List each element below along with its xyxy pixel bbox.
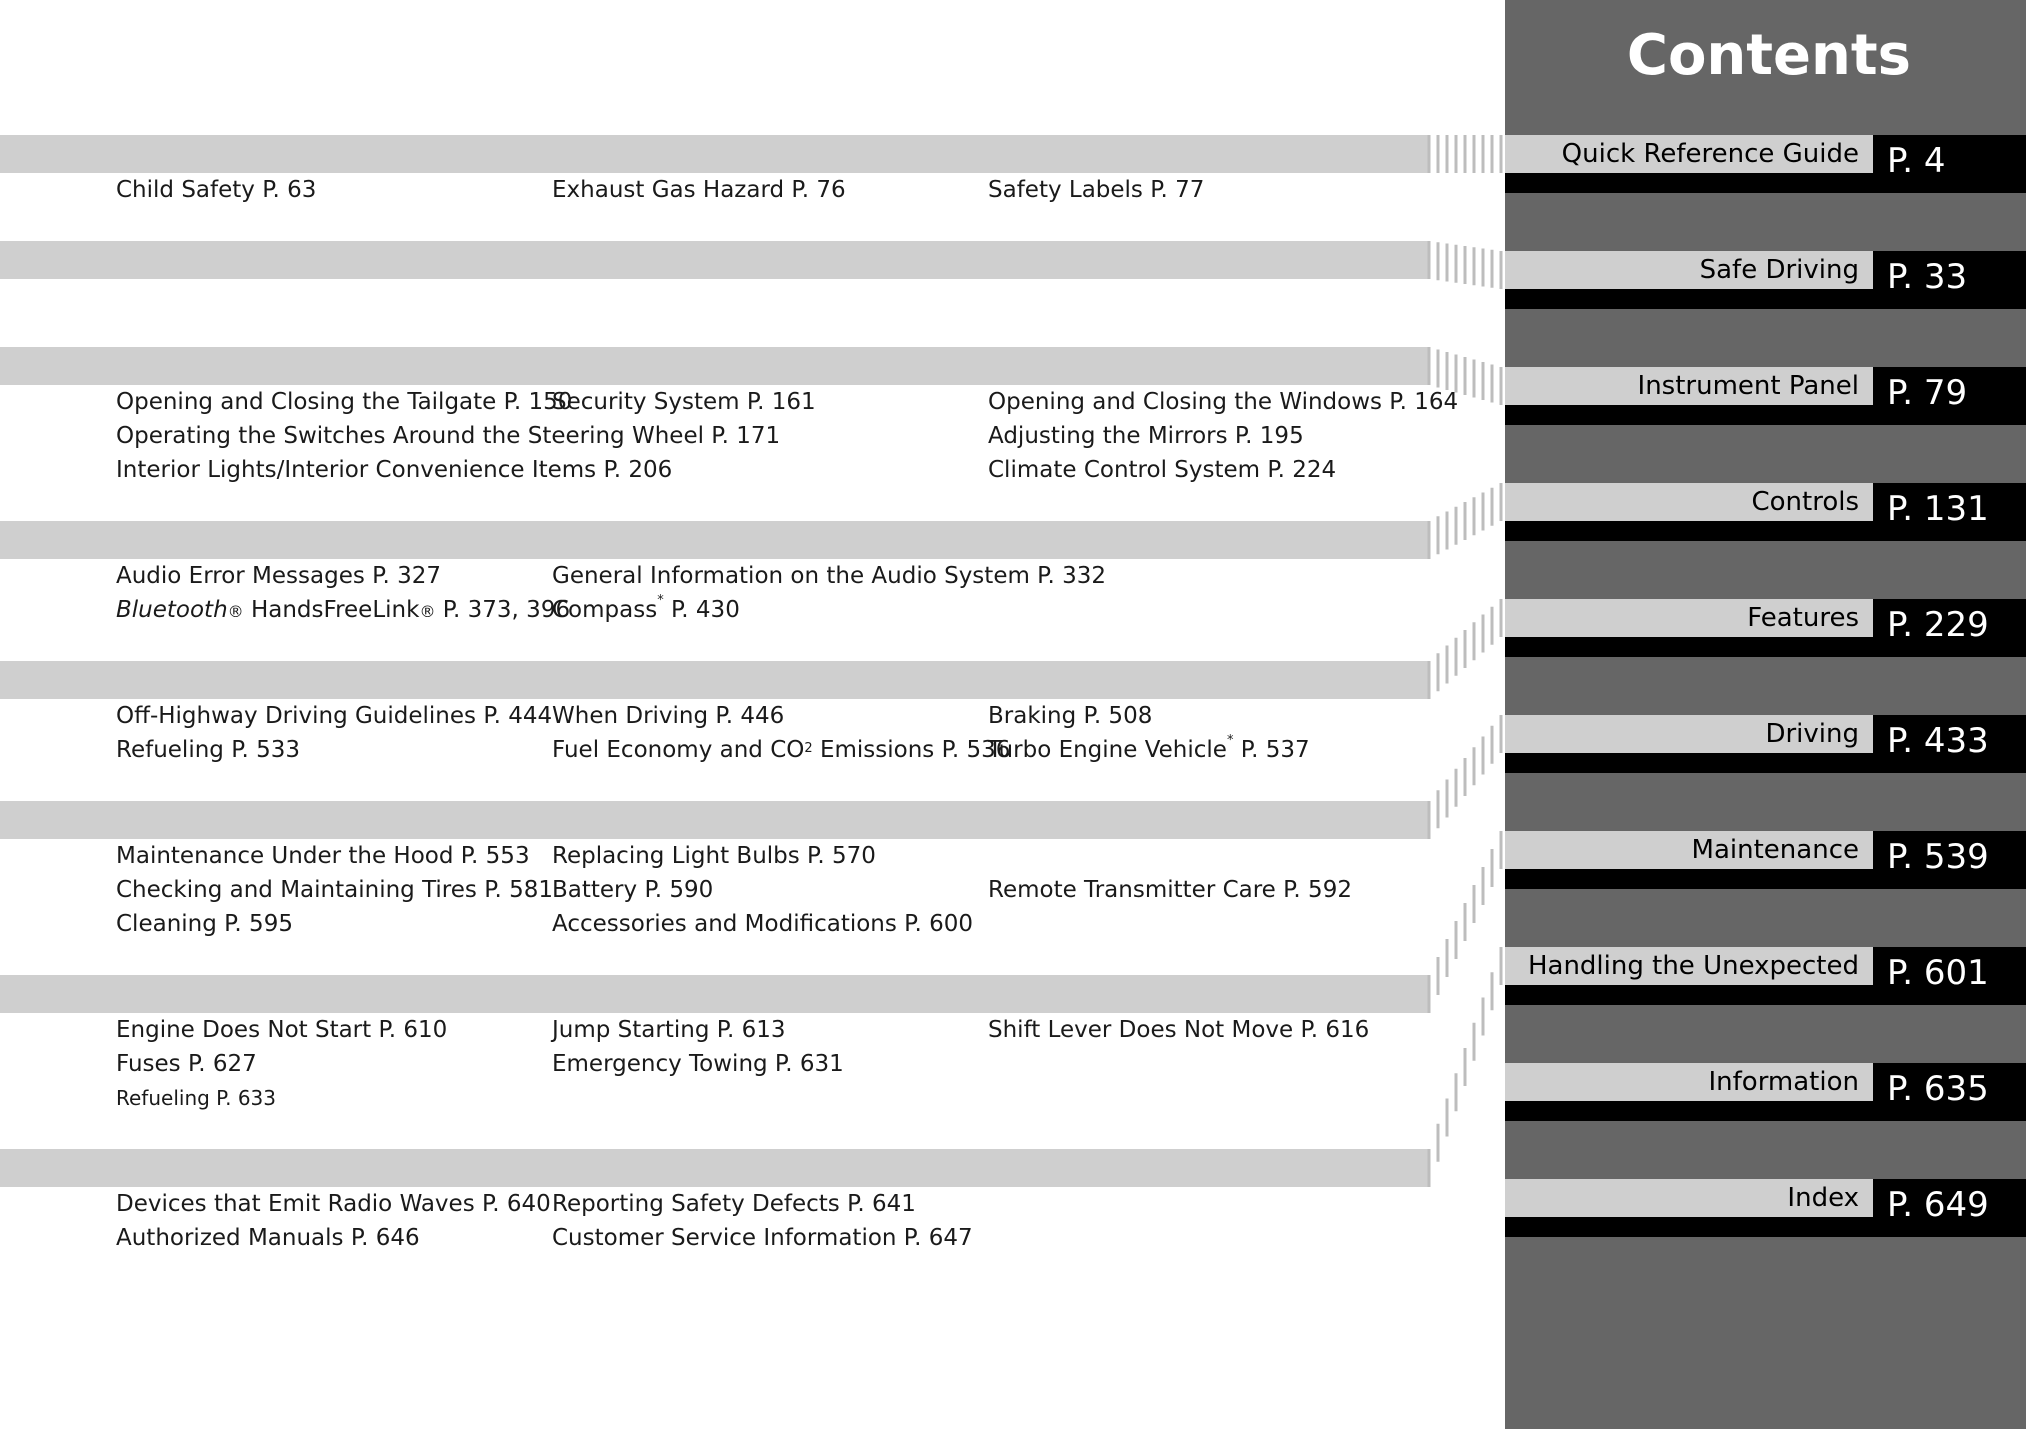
tab-underline (1505, 637, 1880, 657)
entry-link[interactable]: Cleaning P. 595 (116, 911, 293, 937)
entry-text: P. 373, 396 (435, 597, 571, 623)
entry-link[interactable]: Devices that Emit Radio Waves P. 640 (116, 1191, 551, 1217)
entry-link[interactable]: Off-Highway Driving Guidelines P. 444 (116, 703, 553, 729)
tab-underline (1505, 1217, 1880, 1237)
entry-link[interactable]: Child Safety P. 63 (116, 177, 317, 203)
entry-link[interactable]: Interior Lights/Interior Convenience Items P. 206 (116, 457, 673, 483)
asterisk-mark: * (1226, 733, 1234, 748)
section-band-handling (0, 975, 1428, 1013)
entry-link[interactable]: Maintenance Under the Hood P. 553 (116, 843, 530, 869)
tab-label-bar (1505, 947, 1873, 985)
entry-link[interactable]: Climate Control System P. 224 (988, 457, 1337, 483)
entry-link[interactable]: Shift Lever Does Not Move P. 616 (988, 1017, 1370, 1043)
registered-mark: ® (419, 602, 436, 621)
entry-link[interactable]: Reporting Safety Defects P. 641 (552, 1191, 916, 1217)
entry-text: Bluetooth (116, 597, 228, 623)
tab-label-bar (1505, 1179, 1873, 1217)
tab-label: Maintenance (1691, 835, 1859, 865)
entry-link[interactable]: Authorized Manuals P. 646 (116, 1225, 420, 1251)
entry-link[interactable]: Refueling P. 533 (116, 737, 300, 763)
page-title: Contents (1626, 23, 1911, 88)
tab-page-box (1873, 1063, 2026, 1121)
tab-label: Driving (1765, 719, 1859, 749)
entry-link[interactable]: General Information on the Audio System P. 332 (552, 563, 1106, 589)
entry-link[interactable]: Braking P. 508 (988, 703, 1153, 729)
entry-text: P. 537 (1233, 737, 1310, 763)
tab-underline (1505, 289, 1880, 309)
tab-page-number: P. 79 (1887, 373, 1968, 413)
entry-link[interactable]: Customer Service Information P. 647 (552, 1225, 973, 1251)
tab-label: Features (1747, 603, 1859, 633)
section-connectors (1425, 0, 1505, 1429)
entry-link-turbo[interactable] (988, 733, 1310, 764)
tab-maintenance[interactable] (1505, 831, 2026, 891)
tab-page-number: P. 33 (1887, 257, 1968, 297)
entry-link[interactable]: Replacing Light Bulbs P. 570 (552, 843, 876, 869)
tab-page-number: P. 635 (1887, 1069, 1989, 1109)
tab-page-box (1873, 599, 2026, 657)
entry-link[interactable]: Audio Error Messages P. 327 (116, 563, 441, 589)
entry-link[interactable]: Safety Labels P. 77 (988, 177, 1205, 203)
entry-link[interactable]: Checking and Maintaining Tires P. 581 (116, 877, 554, 903)
tab-instrument-panel[interactable] (1505, 367, 2026, 427)
tab-controls[interactable] (1505, 483, 2026, 543)
section-band-instrument-panel (0, 241, 1428, 279)
tab-page-box (1873, 367, 2026, 425)
tab-label-bar (1505, 367, 1873, 405)
entry-link-fuel-economy[interactable] (552, 736, 1010, 764)
registered-mark: ® (227, 602, 244, 621)
tab-underline (1505, 173, 1880, 193)
tab-label: Handling the Unexpected (1527, 951, 1859, 981)
tab-information[interactable] (1505, 1063, 2026, 1123)
entry-text: Turbo Engine Vehicle (988, 737, 1227, 763)
section-band-features (0, 521, 1428, 559)
entry-link[interactable]: Adjusting the Mirrors P. 195 (988, 423, 1304, 449)
tab-safe-driving[interactable] (1505, 251, 2026, 311)
contents-sidebar (1505, 0, 2026, 1429)
section-band-driving (0, 661, 1428, 699)
entry-link[interactable]: Engine Does Not Start P. 610 (116, 1017, 448, 1043)
tab-underline (1505, 521, 1880, 541)
tab-label: Information (1708, 1067, 1859, 1097)
entry-link[interactable]: Operating the Switches Around the Steering Wheel P. 171 (116, 423, 781, 449)
tab-label: Controls (1751, 487, 1859, 517)
tab-underline (1505, 1101, 1880, 1121)
tab-page-number: P. 4 (1887, 141, 1946, 181)
tab-underline (1505, 405, 1880, 425)
tab-underline (1505, 869, 1880, 889)
entry-text: HandsFreeLink (243, 597, 420, 623)
section-band-information (0, 1149, 1428, 1187)
tab-label-bar (1505, 135, 1873, 173)
tab-page-number: P. 433 (1887, 721, 1989, 761)
tab-page-box (1873, 483, 2026, 541)
entry-link-bluetooth[interactable] (116, 596, 570, 626)
tab-label-bar (1505, 1063, 1873, 1101)
tab-page-number: P. 601 (1887, 953, 1989, 993)
tab-driving[interactable] (1505, 715, 2026, 775)
tab-page-box (1873, 251, 2026, 309)
entry-link[interactable]: Battery P. 590 (552, 877, 714, 903)
tab-label-bar (1505, 715, 1873, 753)
entry-link-compass[interactable] (552, 593, 740, 624)
entry-text: P. 430 (663, 597, 740, 623)
tab-page-number: P. 131 (1887, 489, 1989, 529)
entry-link[interactable]: Jump Starting P. 613 (552, 1017, 786, 1043)
tab-label-bar (1505, 831, 1873, 869)
section-band-maintenance (0, 801, 1428, 839)
entry-link[interactable]: Emergency Towing P. 631 (552, 1051, 844, 1077)
tab-index[interactable] (1505, 1179, 2026, 1239)
tab-page-box (1873, 947, 2026, 1005)
entry-text: Fuel Economy and CO (552, 737, 805, 763)
tab-label: Quick Reference Guide (1561, 139, 1859, 169)
entry-link[interactable]: Refueling P. 633 (116, 1086, 276, 1110)
entry-link[interactable]: Opening and Closing the Tailgate P. 150 (116, 389, 573, 415)
tab-page-number: P. 229 (1887, 605, 1989, 645)
tab-page-number: P. 539 (1887, 837, 1989, 877)
entry-link[interactable]: Accessories and Modifications P. 600 (552, 911, 973, 937)
tab-label: Instrument Panel (1637, 371, 1859, 401)
entry-text: Compass (552, 597, 658, 623)
section-band-safe-driving (0, 135, 1428, 173)
subscript: 2 (804, 741, 813, 756)
tab-label-bar (1505, 599, 1873, 637)
entry-link[interactable]: Exhaust Gas Hazard P. 76 (552, 177, 846, 203)
tab-label: Index (1787, 1183, 1859, 1213)
entry-link[interactable]: Opening and Closing the Windows P. 164 (988, 389, 1459, 415)
tab-page-box (1873, 1179, 2026, 1237)
tab-page-box (1873, 831, 2026, 889)
tab-label-bar (1505, 483, 1873, 521)
tab-page-number: P. 649 (1887, 1185, 1989, 1225)
entry-text: Emissions P. 536 (812, 737, 1011, 763)
entry-link[interactable]: Remote Transmitter Care P. 592 (988, 877, 1352, 903)
entry-link[interactable]: When Driving P. 446 (552, 703, 785, 729)
tab-page-box (1873, 715, 2026, 773)
tab-features[interactable] (1505, 599, 2026, 659)
tab-handling-the-unexpected[interactable] (1505, 947, 2026, 1007)
asterisk-mark: * (657, 593, 664, 608)
section-band-controls (0, 347, 1428, 385)
entry-link[interactable]: Fuses P. 627 (116, 1051, 257, 1077)
tab-underline (1505, 985, 1880, 1005)
tab-quick-reference-guide[interactable] (1505, 135, 2026, 195)
tab-label: Safe Driving (1699, 255, 1859, 285)
entry-link[interactable]: Security System P. 161 (552, 389, 816, 415)
tab-underline (1505, 753, 1880, 773)
tab-label-bar (1505, 251, 1873, 289)
tab-page-box (1873, 135, 2026, 193)
